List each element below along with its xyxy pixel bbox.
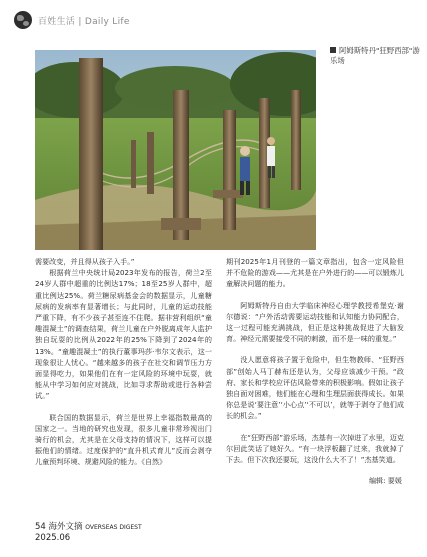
magazine-name-en: OVERSEAS DIGEST <box>85 524 142 531</box>
paragraph: 根据荷兰中央统计局2023年发布的报告，荷兰2至24岁人群中超重的比例达17%；18至25岁人群中，超重比例达25%。荷兰糖尿病基金会的数据显示，儿童糖尿病的发病率有显著增长；与此同时，儿童的运动技能严重下降，有不少孩子甚至连不住爬。据非营利组织“童趣混凝土”的调查结果，荷兰儿童在户外脱离成年人监护独自玩耍的比例从2022年的25%下降到了2024年的13%。“童趣混凝土”的执行董事玛莎·韦尔文表示，这一现象很让人忧心。“越来越多的孩子在社交和调节压力方面显得吃力，如果他们在有一定风险的环境中玩耍，就能从中学习如何应对挑战，比如寻求帮助或进行各种尝试。” <box>35 268 212 401</box>
paragraph: 联合国的数据显示，荷兰是世界上幸福指数最高的国家之一。当地的研究也发现，很多儿童非常珍视出门骑行的机会，尤其是在父母支持的情况下，这样可以提振他们的情绪。过度保护的“直升机式育儿”反而会剥夺儿童预判环境、规避风险的能力。《自然》 <box>35 412 212 467</box>
editor-credit: 编辑: 要媛 <box>368 476 402 486</box>
article-right-column <box>226 256 404 486</box>
page-footer <box>35 522 142 544</box>
photo-caption <box>330 46 420 66</box>
paragraph: 在“狂野西部”游乐场，杰基有一次掉进了水里，迈克尔回此笑话了她好久。“有一块浮板翻了过来，我就掉了下去。但下次我还要玩，这没什么大不了！”杰基笑道。 <box>226 432 404 465</box>
caption-text: 阿姆斯特丹"狂野西部"游乐场 <box>330 46 420 65</box>
issue-date: 2025.06 <box>35 533 71 543</box>
section-label: 百姓生活 | Daily Life <box>38 16 130 27</box>
caption-marker-icon <box>330 47 336 53</box>
article-left-column <box>35 256 212 468</box>
paragraph: 阿姆斯特丹自由大学临床神经心理学教授希堡克·谢尔德说：“户外活动需要运动技能和认知能力协同配合，这一过程可能充满挑战，但正是这种挑战促进了大脑发育。神经元需要接受不同的刺激，而不是一味的重复。” <box>226 300 404 344</box>
playground-photo <box>35 50 316 250</box>
page-number: 54 <box>35 522 46 532</box>
section-header <box>14 9 130 31</box>
paragraph: 期刊2025年1月刊登的一篇文章指出，包含一定风险但并不危险的游戏——尤其是在户外进行的——可以锻炼儿童解决问题的能力。 <box>226 257 404 289</box>
magazine-name: 海外文摘 <box>48 522 83 532</box>
paragraph: 需要改变，并且得从孩子入手。” <box>35 257 135 266</box>
globe-icon <box>14 11 32 29</box>
paragraph: 没人愿意将孩子置于危险中，但生物教师、“狂野西部”创始人马丁赫布还是认为，父母应该减少干预。“政府、家长和学校应评估风险带来的积极影响。假如让孩子独自面对困难，他们能在心理和生理层面获得成长。如果你总是说‘要注意’‘小心点’‘不可以’，就等于剥夺了他们成长的机会。” <box>226 355 404 421</box>
